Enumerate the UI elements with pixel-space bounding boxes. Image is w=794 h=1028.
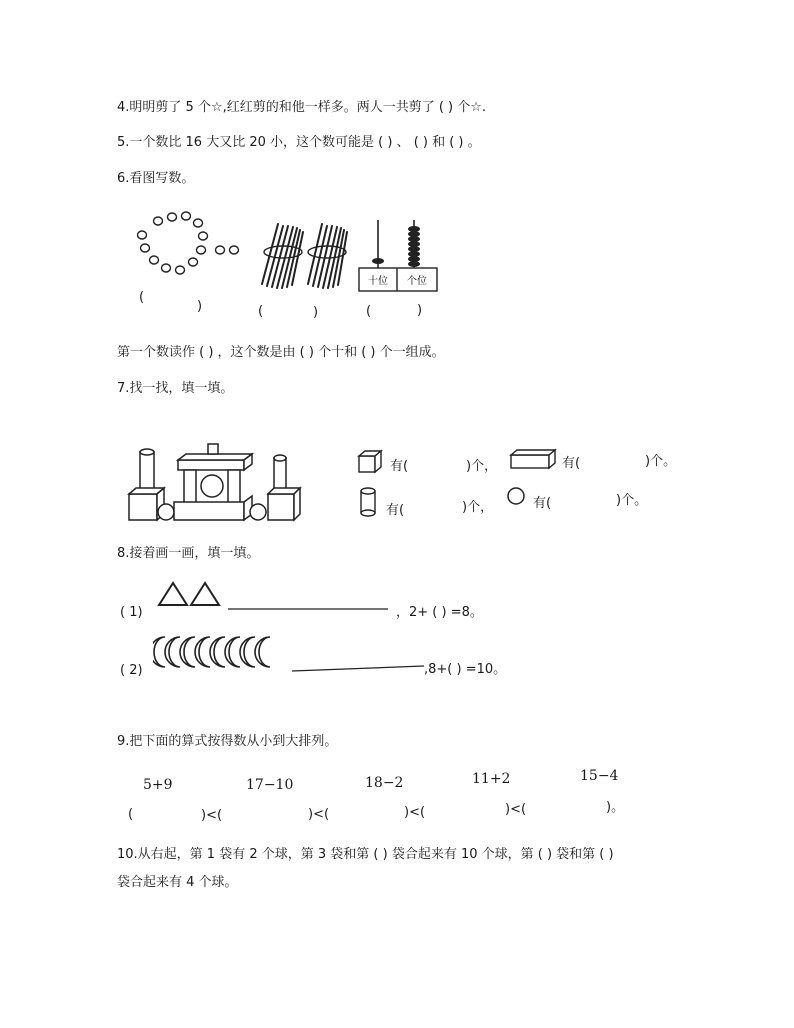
abacus-figure [356, 216, 446, 294]
abacus-ones-label: 个位 [407, 276, 427, 287]
answer-paren-open-2: ( [258, 304, 264, 319]
stick-bundles-figure [256, 218, 356, 293]
expression-1: 5+9 [143, 777, 173, 793]
cube-icon [357, 449, 383, 475]
drawing-line-1 [226, 606, 391, 612]
abacus-tens-label: 十位 [368, 276, 388, 287]
question-4: 4.明明剪了 5 个☆,红红剪的和他一样多。两人一共剪了 ( ) 个☆. [117, 100, 487, 115]
triangles-figure [157, 580, 223, 608]
question-7-title: 7.找一找，填一填。 [117, 381, 234, 396]
question-6-followup: 第一个数读作 ( ) ，这个数是由 ( ) 个十和 ( ) 个一组成。 [117, 345, 445, 360]
answer-paren-open-3: ( [366, 304, 372, 319]
cuboid-count-close: )个。 [645, 454, 677, 469]
equation-8-1: ，2+ ( ) =8。 [396, 605, 483, 620]
building-blocks-figure [124, 440, 304, 525]
equation-8-2: ,8+( ) =10。 [424, 662, 507, 677]
item-8-2-label: ( 2) [120, 663, 143, 678]
question-6-title: 6.看图写数。 [117, 171, 195, 186]
answer-paren-close-1: ) [197, 299, 203, 314]
cylinder-count-close: )个， [462, 500, 494, 515]
drawing-line-2 [290, 663, 426, 675]
expression-3: 18−2 [365, 775, 404, 791]
cylinder-icon [358, 486, 380, 518]
cuboid-count-open: 有( [562, 456, 581, 471]
answer-paren-open-1: ( [139, 290, 145, 305]
expression-4: 11+2 [472, 771, 511, 787]
circle-ring-figure [130, 208, 245, 283]
item-8-1-label: ( 1) [120, 605, 143, 620]
cube-count-close: )个， [466, 459, 498, 474]
expression-2: 17−10 [246, 777, 294, 793]
question-10-line2: 袋合起来有 4 个球。 [117, 875, 238, 890]
order-lt-3: )<( [404, 805, 426, 820]
order-lt-1: )<( [201, 808, 223, 823]
order-paren-open: ( [128, 807, 134, 822]
question-9-title: 9.把下面的算式按得数从小到大排列。 [117, 734, 338, 749]
order-lt-2: )<( [308, 807, 330, 822]
cuboid-icon [509, 448, 557, 472]
sphere-icon [505, 485, 529, 509]
answer-paren-close-2: ) [313, 305, 319, 320]
sphere-count-open: 有( [533, 496, 552, 511]
question-5: 5.一个数比 16 大又比 20 小，这个数可能是 ( ) 、 ( ) 和 ( ) 。 [117, 135, 481, 150]
expression-5: 15−4 [580, 768, 619, 784]
crescents-figure [153, 635, 288, 669]
question-8-title: 8.接着画一画，填一填。 [117, 546, 260, 561]
order-lt-4: )<( [505, 802, 527, 817]
answer-paren-close-3: ) [417, 303, 423, 318]
sphere-count-close: )个。 [616, 493, 648, 508]
question-10-line1: 10.从右起，第 1 袋有 2 个球，第 3 袋和第 ( ) 袋合起来有 10 个球，第 ( ) 袋和第 ( ) [117, 847, 614, 862]
order-end: )。 [606, 800, 625, 815]
cylinder-count-open: 有( [386, 503, 405, 518]
cube-count-open: 有( [390, 459, 409, 474]
